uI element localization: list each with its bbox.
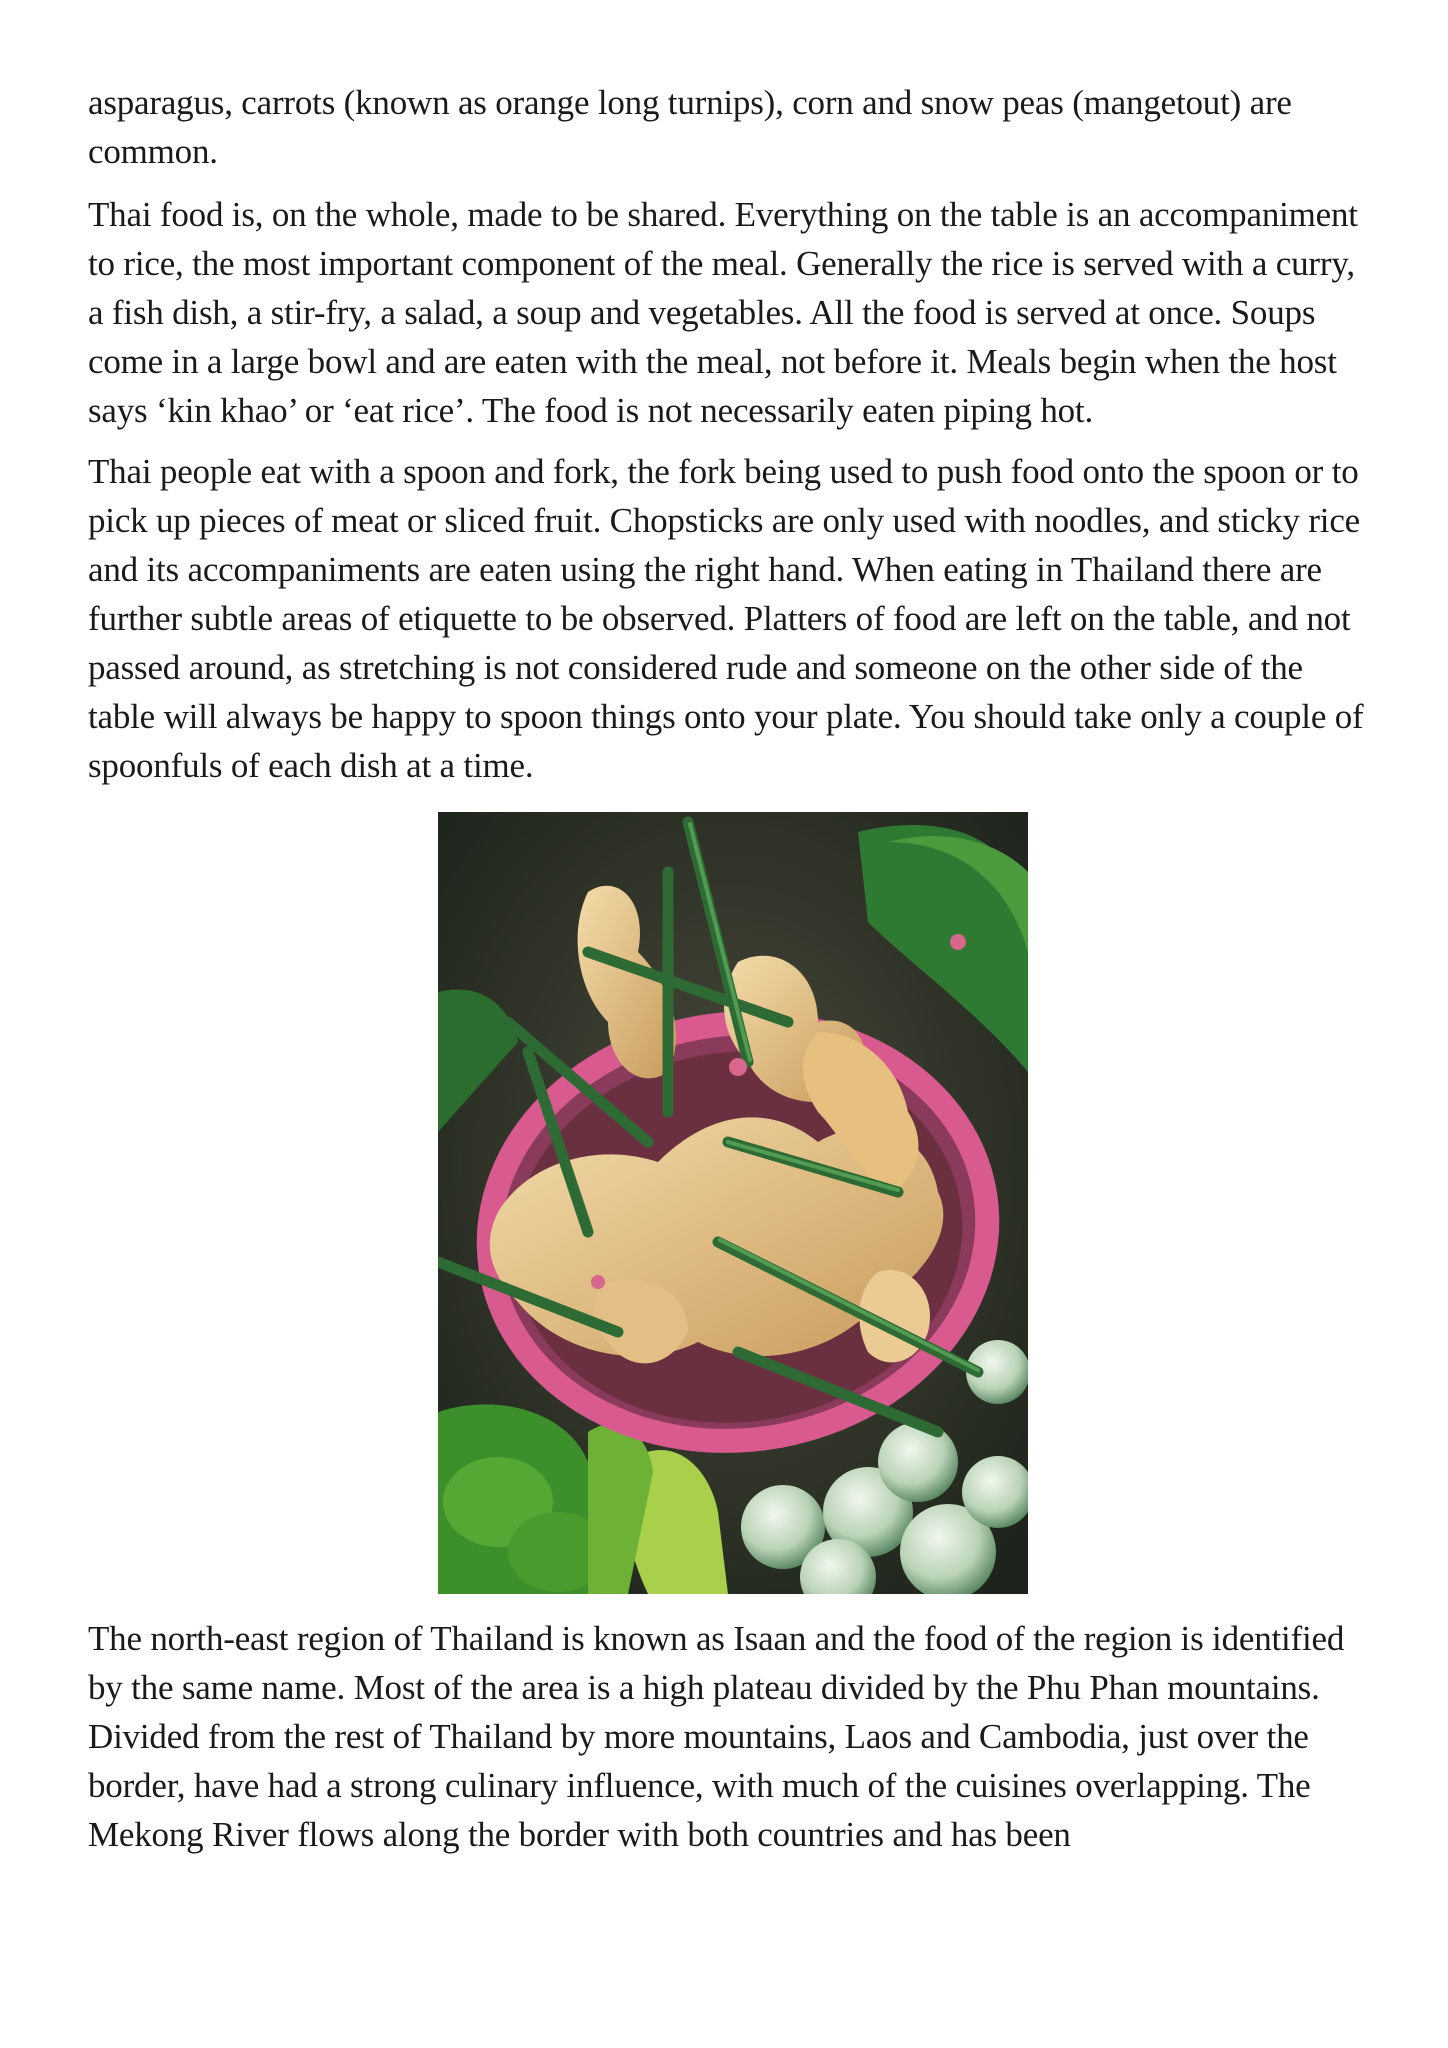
paragraph-etiquette: Thai people eat with a spoon and fork, the fork being used to push food onto the spoon or to pick up pieces of meat or sliced fruit. Chopsticks are only used with noodles, and sticky rice and its accompaniments are eaten using the right hand. When eating in Thailand there are further subtle areas of etiquette to be observed. Platters of food are left on the table, and not passed around, as stretching is not considered rude and someone on the other side of the table will always be happy to spoon things onto your plate. You should take only a couple of spoonfuls of each dish at a time. xyxy=(88,452,1364,785)
paragraph-vegetables: asparagus, carrots (known as orange long turnips), corn and snow peas (mangetout) are common. xyxy=(88,83,1292,171)
paragraph-isaan: The north-east region of Thailand is known as Isaan and the food of the region is identified by the same name. Most of the area is a high plateau divided by the Phu Phan mountains. Divided from the rest of Thailand by more mountains, Laos and Cambodia, just over the border, have had a strong culinary influence, with much of the cuisines overlapping. The Mekong River flows along the border with both countries and has been xyxy=(88,1619,1345,1854)
ginger-basket-photo xyxy=(438,812,1028,1594)
document-page xyxy=(88,78,1378,1871)
paragraph-sharing: Thai food is, on the whole, made to be shared. Everything on the table is an accompaniment to rice, the most important component of the meal. Generally the rice is served with a curry, a fish dish, a stir-fry, a salad, a soup and vegetables. All the food is served at once. Soups come in a large bowl and are eaten with the meal, not before it. Meals begin when the host says ‘kin khao’ or ‘eat rice’. The food is not necessarily eaten piping hot. xyxy=(88,195,1358,430)
ginger-basket-illustration xyxy=(438,812,1028,1594)
